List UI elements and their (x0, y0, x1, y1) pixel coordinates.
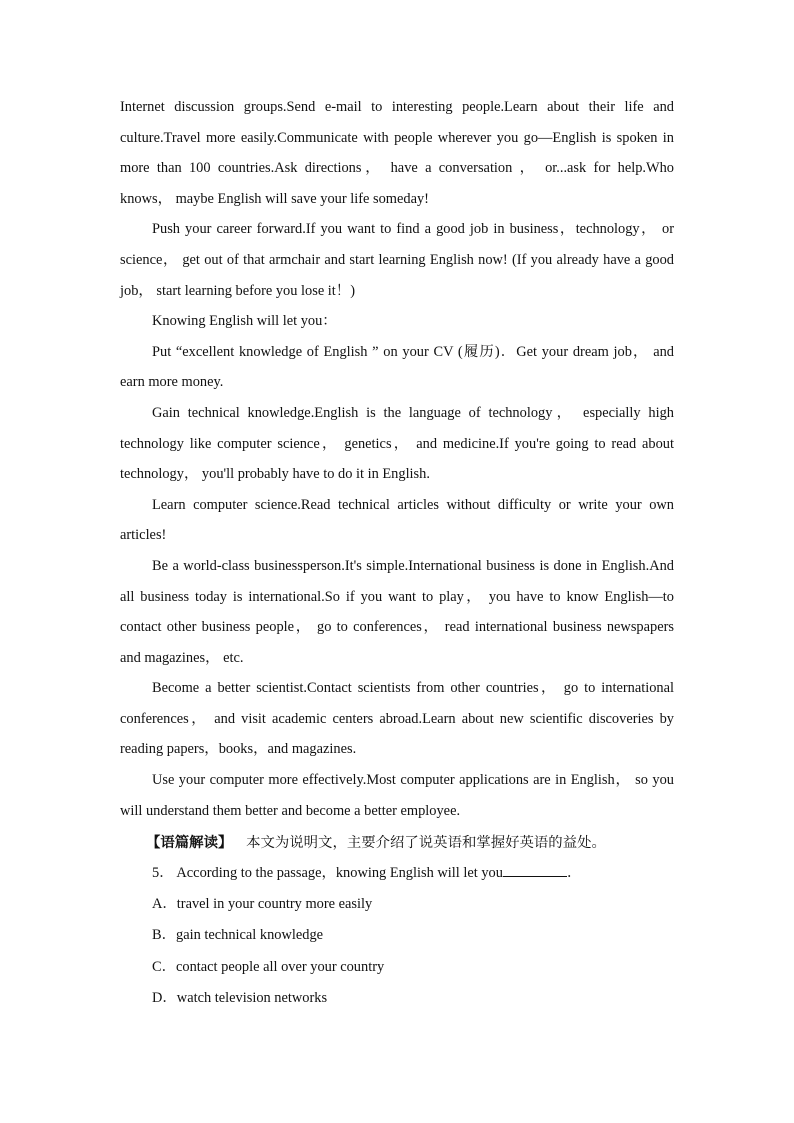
option-letter: D． (152, 989, 177, 1006)
question-5 (152, 858, 674, 889)
passage-paragraph-9: Use your computer more effectively.Most computer applications are in English， so you will understand them better and become a better employee. (120, 772, 674, 819)
question-number: 5． (152, 865, 174, 882)
passage-paragraph-2: Push your career forward.If you want to find a good job in business，technology， or science， get out of that armchair and start learning English now! (If you already have a good job， start learning before you lose it！) (120, 221, 674, 299)
note-body: 本文为说明文，主要介绍了说英语和掌握好英语的益处。 (246, 835, 606, 852)
option-letter: C． (152, 958, 176, 975)
option-c[interactable] (152, 952, 674, 983)
question-end: ． (566, 865, 582, 882)
passage-paragraph-8: Become a better scientist.Contact scientists from other countries， go to international conferences， and visit academic centers abroad.Learn about new scientific discoveries by reading papers，books，and magazines. (120, 680, 674, 758)
passage-paragraph-3: Knowing English will let you： (152, 313, 337, 330)
option-a[interactable] (152, 889, 674, 920)
passage-paragraph-4: Put “excellent knowledge of English ” on your CV (履历)．Get your dream job， and earn more money. (120, 343, 674, 391)
passage-paragraph-5: Gain technical knowledge.English is the language of technology， especially high technology like computer science， genetics， and medicine.If you're going to read about technology， you'll probably have to do it in English. (120, 404, 674, 483)
note-tag: 【语篇解读】 (146, 835, 233, 852)
option-text: watch television networks (176, 989, 328, 1006)
passage-analysis-note (146, 828, 674, 858)
option-text: gain technical knowledge (176, 927, 324, 944)
option-text: travel in your country more easily (176, 896, 373, 913)
passage-paragraph-1: Internet discussion groups.Send e-mail to interesting people.Learn about their life and culture.Travel more easily.Communicate with people wherever you go—English is spoken in more than 100 countries.Ask directions， have a conversation ， or...ask for help.Who knows， maybe English will save your life someday! (120, 99, 674, 207)
question-stem: According to the passage，knowing English will let you (176, 865, 503, 882)
document-content (120, 92, 674, 1014)
answer-blank[interactable] (503, 862, 567, 877)
option-text: contact people all over your country (176, 958, 385, 975)
option-b[interactable] (152, 920, 674, 951)
option-letter: A． (152, 896, 177, 913)
option-letter: B． (152, 927, 176, 944)
passage-paragraph-6: Learn computer science.Read technical articles without difficulty or write your own articles! (120, 496, 674, 544)
passage-paragraph-7: Be a world-class businessperson.It's simple.International business is done in English.And all business today is international.So if you want to play， you have to know English—to contact other business people， go to conferences， read international business newspapers and magazines， etc. (120, 557, 674, 666)
option-d[interactable] (152, 983, 674, 1014)
